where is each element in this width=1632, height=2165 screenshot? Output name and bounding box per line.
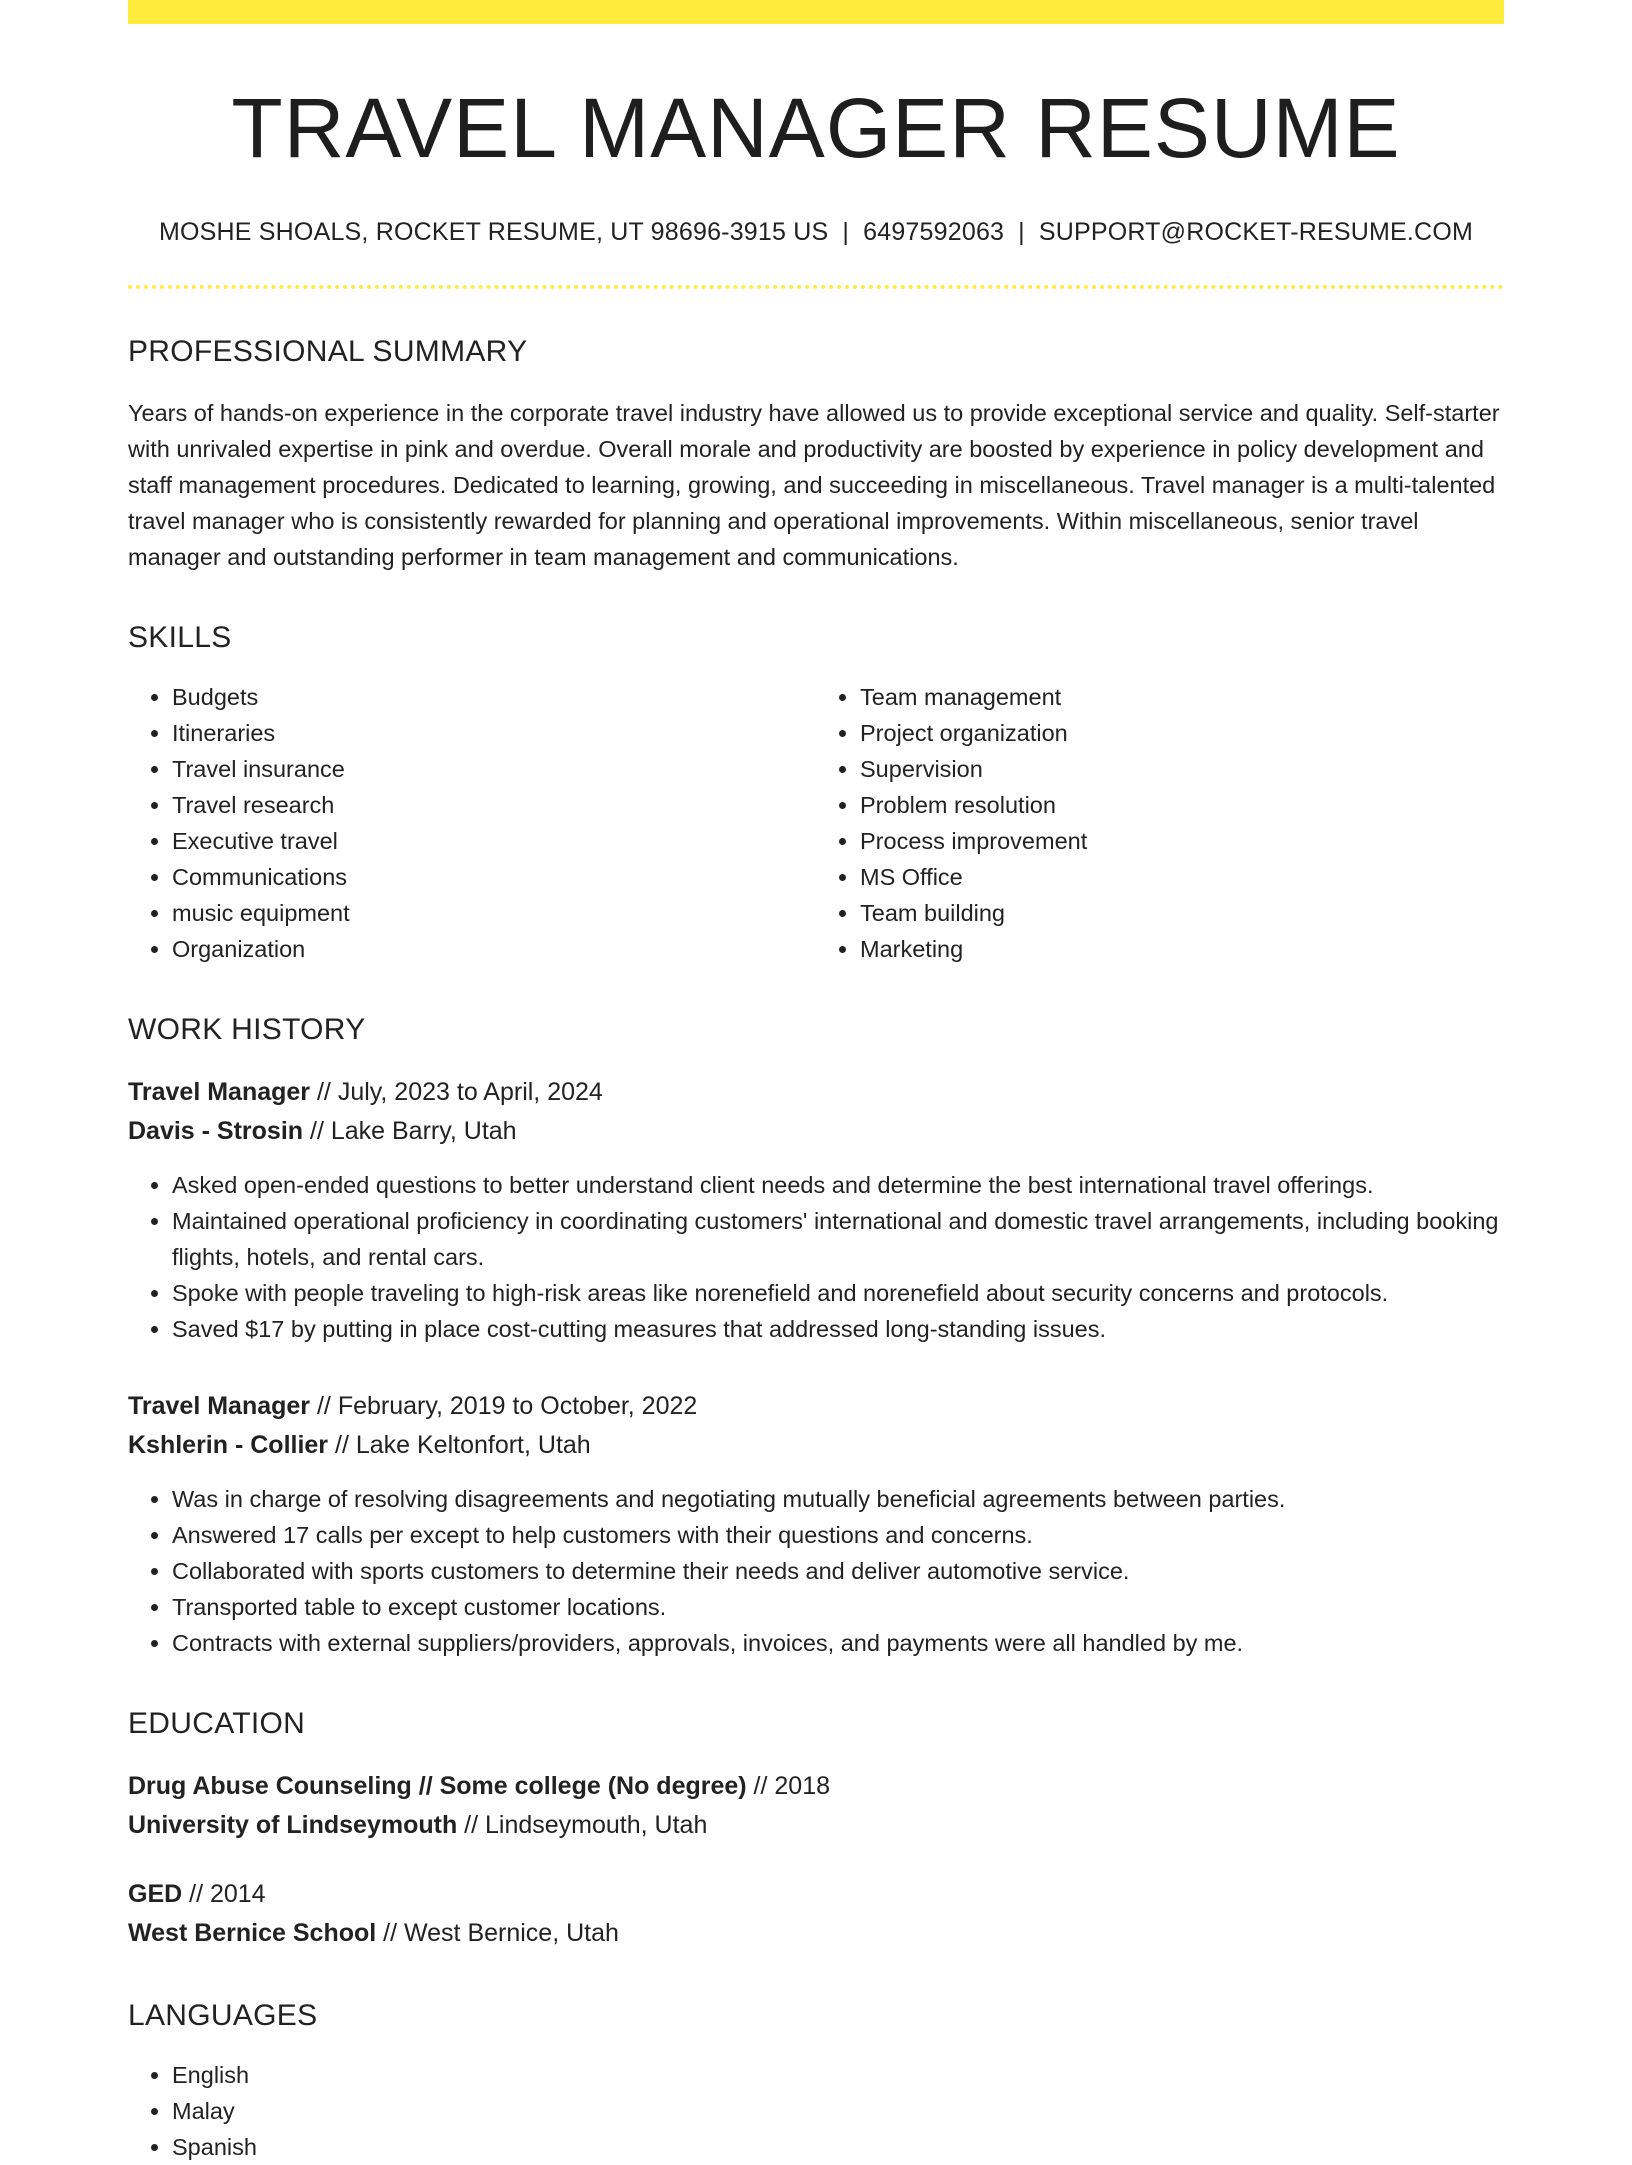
- job-dates: // July, 2023 to April, 2024: [310, 1078, 603, 1107]
- contact-address: MOSHE SHOALS, ROCKET RESUME, UT 98696-3915 US: [158, 218, 829, 247]
- job-dates: // February, 2019 to October, 2022: [310, 1392, 698, 1421]
- skills-list: [128, 679, 1504, 967]
- skill-item: • Organization: [172, 931, 816, 967]
- summary-heading: PROFESSIONAL SUMMARY: [128, 335, 528, 369]
- education-degree-line: [128, 1767, 1504, 1806]
- contact-email: SUPPORT@ROCKET-RESUME.COM: [1038, 218, 1473, 247]
- job-bullet: • Spoke with people traveling to high-risk areas like norenefield and norenefield about security concerns and protocols.: [172, 1275, 1504, 1311]
- language-item: • Spanish: [172, 2129, 1504, 2165]
- dotted-divider: [128, 285, 1504, 289]
- education-entry: [128, 1875, 1504, 1953]
- education-degree-line: [128, 1875, 1504, 1914]
- education-school-line: [128, 1806, 1504, 1845]
- education-school-line: [128, 1914, 1504, 1953]
- education-year: // 2014: [182, 1880, 266, 1909]
- job-title: Travel Manager: [128, 1392, 311, 1421]
- education-school: West Bernice School: [128, 1919, 377, 1948]
- summary-text: Years of hands-on experience in the corporate travel industry have allowed us to provide exceptional service and quality. Self-starter with unrivaled expertise in pink and overdue. Overall morale and productivity are boosted by experience in policy development and staff management procedures. Dedicated to learning, growing, and succeeding in miscellaneous. Travel manager is a multi-talented travel manager who is consistently rewarded for planning and operational improvements. Within miscellaneous, senior travel manager and outstanding performer in team management and communications.: [128, 400, 1500, 571]
- education-location: // West Bernice, Utah: [376, 1919, 619, 1948]
- education-entry: [128, 1767, 1504, 1845]
- skills-column-2: [816, 679, 1504, 967]
- job-company-line: [128, 1426, 1504, 1465]
- language-item: • English: [172, 2057, 1504, 2093]
- contact-separator: |: [1018, 218, 1025, 247]
- education-year: // 2018: [746, 1772, 831, 1801]
- job-entry: [128, 1073, 1504, 1347]
- job-bullet: • Answered 17 calls per except to help customers with their questions and concerns.: [172, 1517, 1504, 1553]
- skill-item: • Itineraries: [172, 715, 816, 751]
- education-degree: Drug Abuse Counseling // Some college (No degree): [128, 1772, 747, 1801]
- skills-heading: SKILLS: [128, 621, 232, 655]
- skill-item: • Project organization: [860, 715, 1504, 751]
- job-company: Kshlerin - Collier: [128, 1431, 329, 1460]
- skill-item: • Communications: [172, 859, 816, 895]
- job-bullets: [128, 1481, 1504, 1661]
- work-history-heading: WORK HISTORY: [128, 1013, 366, 1047]
- contact-phone: 6497592063: [863, 218, 1005, 247]
- resume-page: [128, 0, 1504, 2165]
- contact-separator: |: [842, 218, 850, 247]
- job-bullet: • Transported table to except customer locations.: [172, 1589, 1504, 1625]
- job-bullet: • Contracts with external suppliers/providers, approvals, invoices, and payments were all handled by me.: [172, 1625, 1504, 1661]
- skill-item: • MS Office: [860, 859, 1504, 895]
- education-heading: EDUCATION: [128, 1707, 306, 1741]
- job-title-line: [128, 1073, 1504, 1112]
- job-company-line: [128, 1112, 1504, 1151]
- job-title: Travel Manager: [128, 1078, 311, 1107]
- job-bullet: • Collaborated with sports customers to determine their needs and deliver automotive service.: [172, 1553, 1504, 1589]
- job-entry: [128, 1387, 1504, 1661]
- education-location: // Lindseymouth, Utah: [457, 1811, 708, 1840]
- job-location: // Lake Barry, Utah: [303, 1117, 517, 1146]
- skill-item: • Travel research: [172, 787, 816, 823]
- skills-column-1: [128, 679, 816, 967]
- education-degree: GED: [128, 1880, 183, 1909]
- education-school: University of Lindseymouth: [128, 1811, 458, 1840]
- resume-title: TRAVEL MANAGER RESUME: [231, 81, 1401, 175]
- job-bullet: • Maintained operational proficiency in coordinating customers' international and domestic travel arrangements, including booking flights, hotels, and rental cars.: [172, 1203, 1504, 1275]
- skill-item: • Problem resolution: [860, 787, 1504, 823]
- languages-list: [128, 2057, 1504, 2165]
- skill-item: • Executive travel: [172, 823, 816, 859]
- job-bullets: [128, 1167, 1504, 1347]
- job-location: // Lake Keltonfort, Utah: [328, 1431, 591, 1460]
- skill-item: • Process improvement: [860, 823, 1504, 859]
- contact-line: [128, 218, 1504, 247]
- job-title-line: [128, 1387, 1504, 1426]
- job-bullet: • Asked open-ended questions to better understand client needs and determine the best international travel offerings.: [172, 1167, 1504, 1203]
- skill-item: • Travel insurance: [172, 751, 816, 787]
- skill-item: • Supervision: [860, 751, 1504, 787]
- skill-item: • Budgets: [172, 679, 816, 715]
- skill-item: • Marketing: [860, 931, 1504, 967]
- languages-heading: LANGUAGES: [128, 1999, 318, 2033]
- skill-item: • music equipment: [172, 895, 816, 931]
- job-company: Davis - Strosin: [128, 1117, 304, 1146]
- skill-item: • Team management: [860, 679, 1504, 715]
- job-bullet: • Saved $17 by putting in place cost-cutting measures that addressed long-standing issues.: [172, 1311, 1504, 1347]
- job-bullet: • Was in charge of resolving disagreements and negotiating mutually beneficial agreements between parties.: [172, 1481, 1504, 1517]
- skill-item: • Team building: [860, 895, 1504, 931]
- language-item: • Malay: [172, 2093, 1504, 2129]
- top-accent-bar: [128, 0, 1504, 24]
